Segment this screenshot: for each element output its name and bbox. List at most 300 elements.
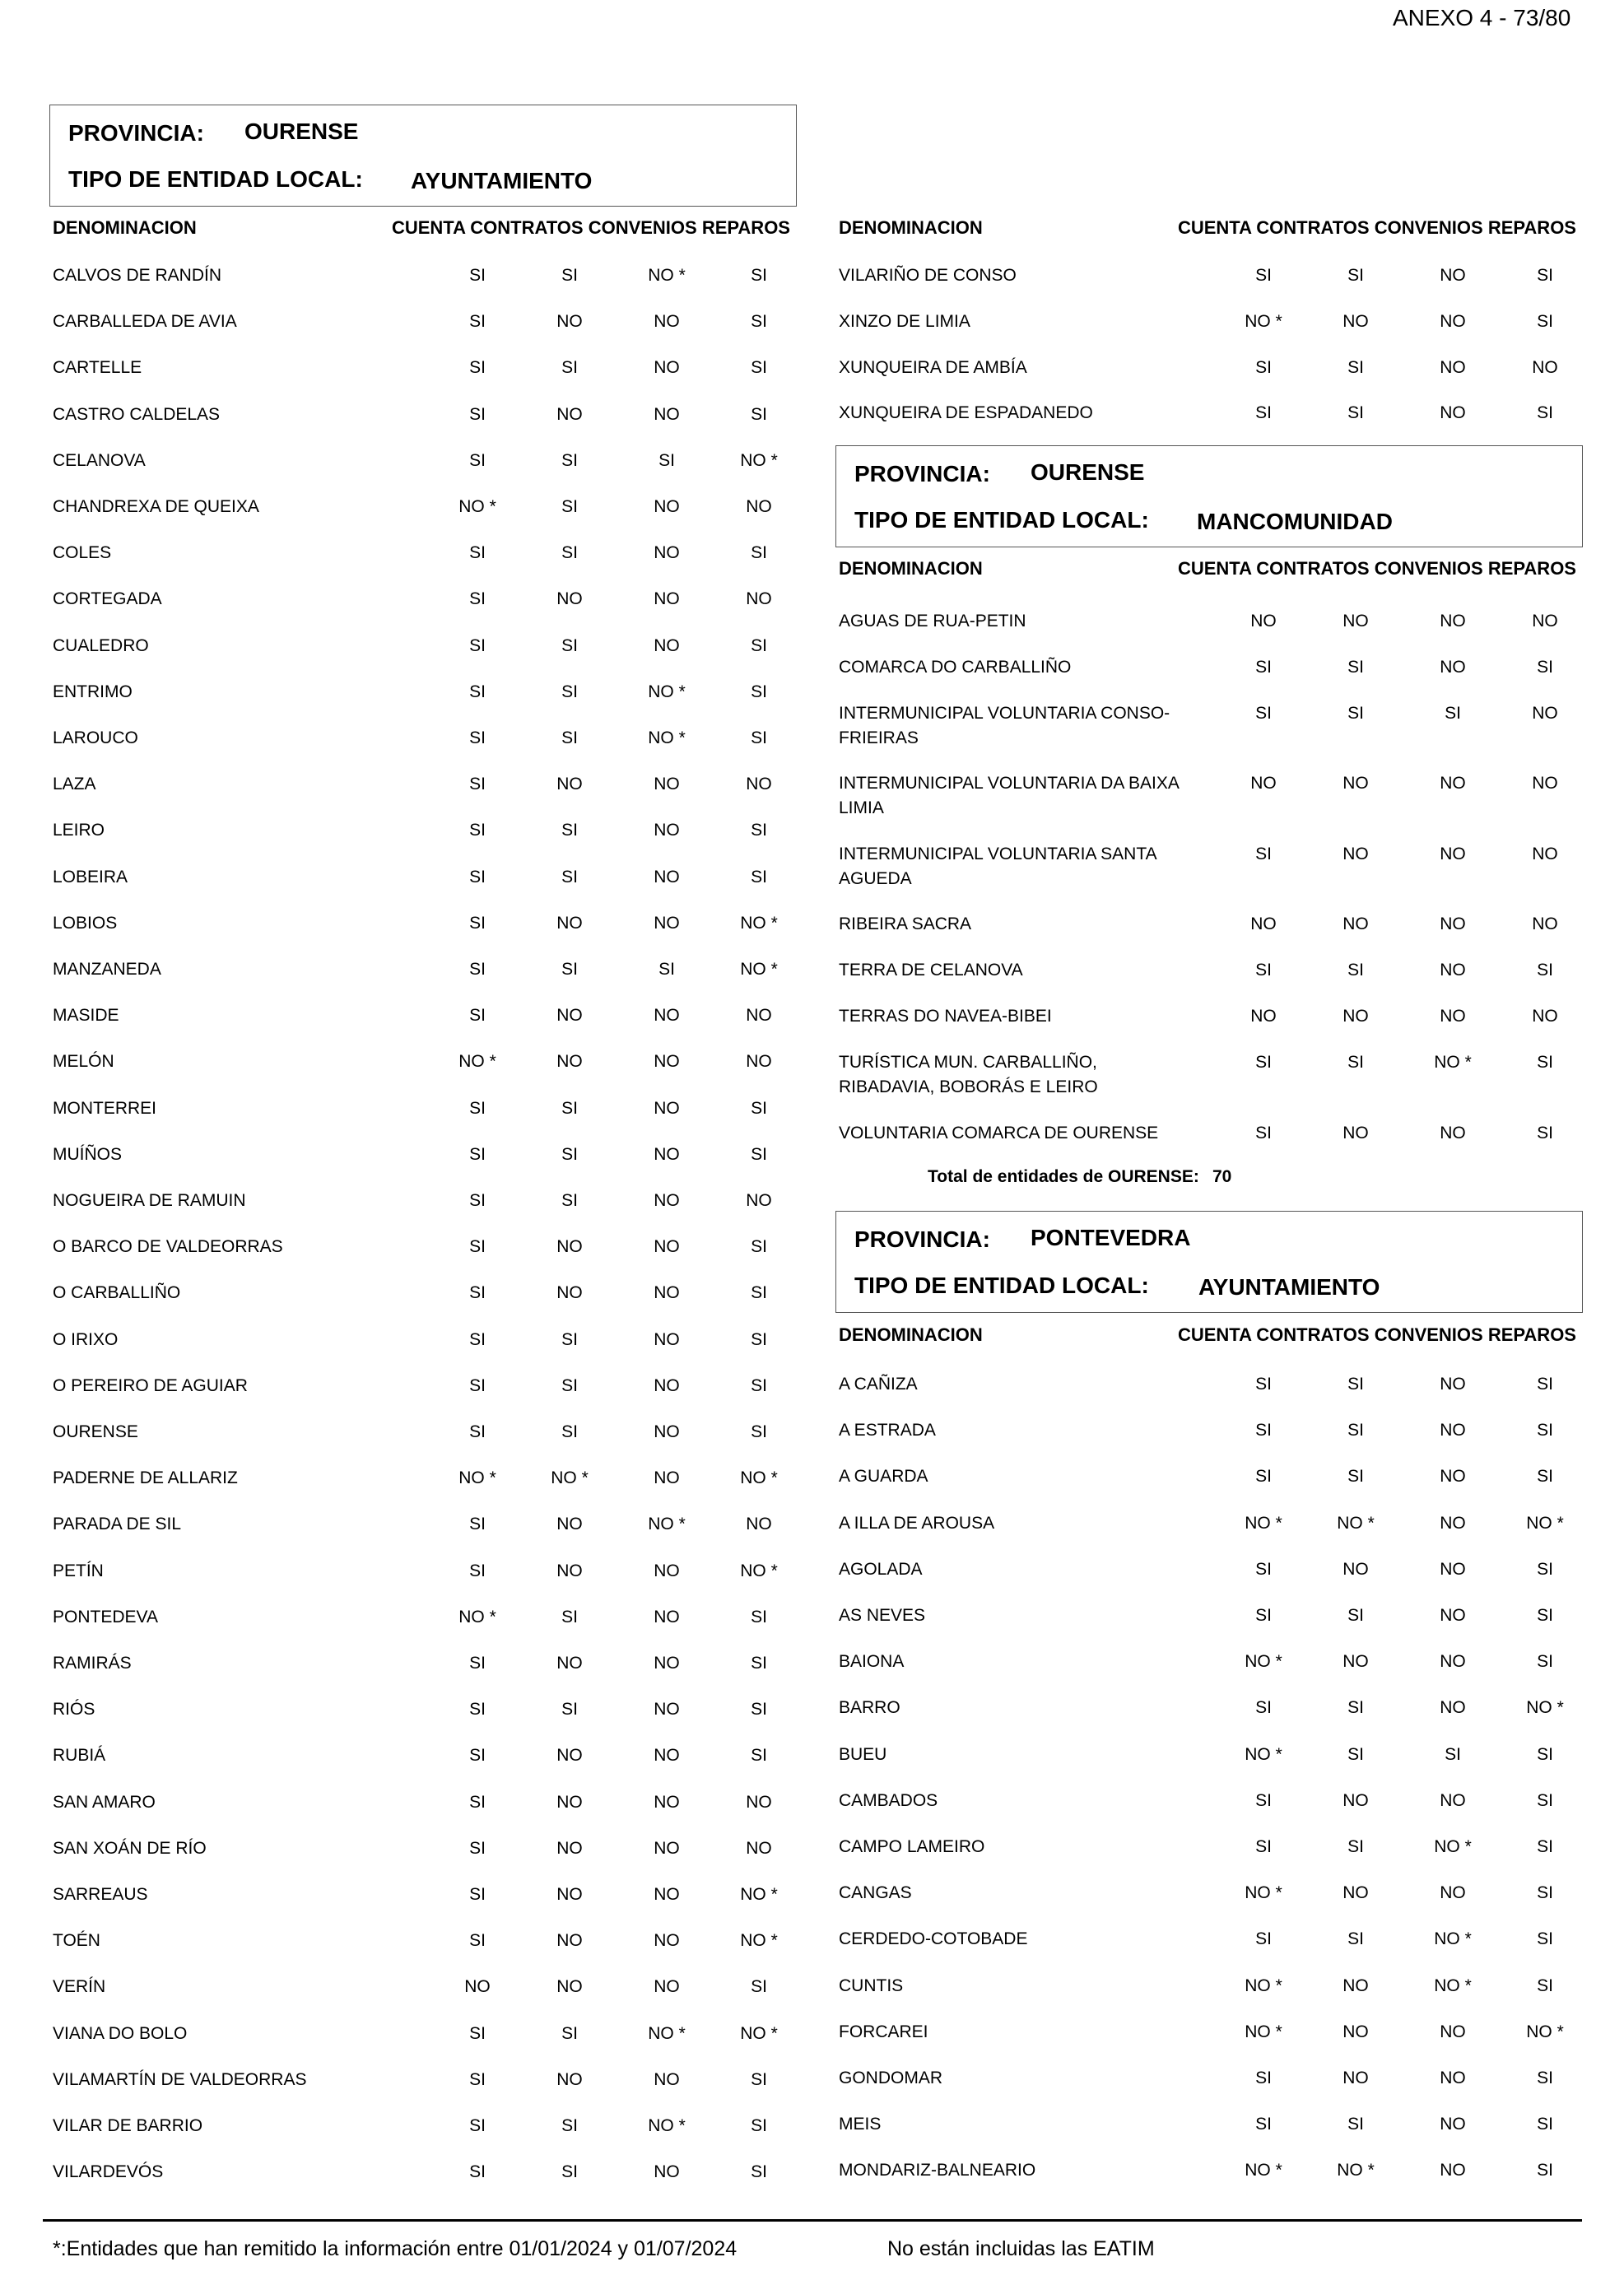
entity-name: SAN XOÁN DE RÍO (53, 1838, 207, 1858)
convenios-cell: NO (654, 1422, 680, 1441)
entity-name: INTERMUNICIPAL VOLUNTARIA DA BAIXA LIMIA (839, 774, 1179, 817)
entity-name: MONTERREI (53, 1098, 156, 1118)
convenios-cell: NO * (648, 2116, 686, 2135)
reparos-cell: NO (746, 1052, 772, 1072)
cuenta-cell: SI (469, 1931, 486, 1951)
contratos-cell: SI (1347, 403, 1364, 422)
entity-name: A ESTRADA (839, 1421, 936, 1440)
convenios-cell: NO (654, 543, 680, 563)
cuenta-cell: NO * (1245, 1744, 1282, 1764)
convenios-cell: NO (654, 913, 680, 933)
cuenta-cell: NO * (1245, 1976, 1282, 1995)
reparos-cell: NO * (740, 960, 778, 979)
convenios-cell: NO (654, 1746, 680, 1766)
entity-name: INTERMUNICIPAL VOLUNTARIA SANTA AGUEDA (839, 845, 1156, 888)
total-label: Total de entidades de OURENSE: (928, 1167, 1199, 1186)
cuenta-cell: NO (1250, 612, 1277, 631)
cuenta-cell: SI (469, 358, 486, 378)
cuenta-cell: NO * (1245, 2022, 1282, 2041)
entity-name: VILAMARTÍN DE VALDEORRAS (53, 2069, 307, 2089)
entity-name: TERRAS DO NAVEA-BIBEI (839, 1007, 1052, 1026)
convenios-cell: NO (1440, 1698, 1466, 1718)
cuenta-cell: SI (1255, 1790, 1272, 1810)
convenios-cell: NO (654, 775, 680, 794)
convenios-cell: NO (1440, 312, 1466, 331)
cuenta-cell: SI (1255, 1929, 1272, 1949)
entity-name: COMARCA DO CARBALLIÑO (839, 658, 1072, 677)
convenios-cell: NO (654, 1191, 680, 1210)
contratos-cell: SI (1347, 1698, 1364, 1718)
convenios-cell: NO * (648, 728, 686, 747)
tipo-value: AYUNTAMIENTO (411, 168, 593, 193)
contratos-cell: NO (556, 404, 583, 424)
contratos-cell: NO * (551, 1468, 589, 1488)
cuenta-cell: SI (469, 913, 486, 933)
entity-name: O IRIXO (53, 1329, 119, 1349)
reparos-cell: NO (746, 589, 772, 609)
reparos-cell: SI (1537, 1421, 1553, 1440)
reparos-cell: NO (746, 775, 772, 794)
cuenta-cell: SI (469, 1006, 486, 1026)
contratos-cell: SI (561, 1329, 578, 1349)
cuenta-cell: SI (469, 1561, 486, 1580)
reparos-cell: SI (751, 1283, 767, 1303)
contratos-cell: SI (561, 543, 578, 563)
cuenta-cell: SI (469, 2023, 486, 2043)
entity-name: MANZANEDA (53, 960, 161, 979)
contratos-cell: SI (1347, 2115, 1364, 2134)
cuenta-cell: SI (469, 1792, 486, 1812)
entity-name: TOÉN (53, 1931, 100, 1951)
entity-name: VOLUNTARIA COMARCA DE OURENSE (839, 1124, 1159, 1142)
reparos-cell: NO (1532, 1007, 1558, 1026)
cuenta-cell: SI (469, 960, 486, 979)
entity-name: GONDOMAR (839, 2069, 942, 2087)
entity-name: RIÓS (53, 1700, 95, 1720)
cuenta-cell: SI (469, 404, 486, 424)
table-header (49, 217, 798, 250)
entity-name: CASTRO CALDELAS (53, 404, 221, 424)
entity-name: RAMIRÁS (53, 1654, 132, 1673)
convenios-cell: NO (1440, 2161, 1466, 2180)
entity-name: VILARIÑO DE CONSO (839, 266, 1017, 285)
reparos-cell: SI (1537, 266, 1553, 285)
cuenta-cell: SI (469, 1838, 486, 1858)
entity-name: XINZO DE LIMIA (839, 312, 970, 331)
provincia-value: OURENSE (1031, 459, 1145, 485)
tipo-value: MANCOMUNIDAD (1197, 509, 1393, 534)
convenios-cell: NO (1440, 1513, 1466, 1533)
contratos-cell: SI (1347, 266, 1364, 285)
contratos-cell: NO (556, 589, 583, 609)
contratos-cell: SI (1347, 1606, 1364, 1625)
entity-name: SARREAUS (53, 1885, 148, 1904)
cuenta-cell: SI (1255, 358, 1272, 377)
table-header (835, 558, 1584, 591)
reparos-cell: SI (751, 2162, 767, 2182)
entity-name: PONTEDEVA (53, 1607, 158, 1626)
cuenta-cell: SI (469, 1375, 486, 1395)
reparos-cell: NO * (1526, 2022, 1564, 2041)
convenios-cell: NO (1440, 1606, 1466, 1625)
convenios-cell: NO (654, 2162, 680, 2182)
reparos-cell: SI (1537, 961, 1553, 980)
contratos-cell: SI (1347, 658, 1364, 677)
contratos-cell: SI (1347, 1837, 1364, 1856)
reparos-cell: SI (751, 2069, 767, 2089)
cuenta-cell: SI (1255, 845, 1272, 863)
reparos-cell: SI (1537, 312, 1553, 331)
reparos-cell: SI (751, 1098, 767, 1118)
cuenta-cell: NO (1250, 774, 1277, 793)
reparos-cell: NO * (1526, 1513, 1564, 1533)
entity-name: TERRA DE CELANOVA (839, 961, 1023, 980)
reparos-cell: NO * (740, 450, 778, 470)
cuenta-cell: SI (469, 1144, 486, 1164)
columns-header: CUENTA CONTRATOS CONVENIOS REPAROS (1177, 558, 1576, 579)
reparos-cell: SI (751, 1375, 767, 1395)
convenios-cell: SI (658, 450, 675, 470)
contratos-cell: NO (556, 1792, 583, 1812)
entity-name: CAMPO LAMEIRO (839, 1837, 985, 1856)
provincia-label: PROVINCIA: (68, 120, 204, 146)
contratos-cell: NO (556, 1006, 583, 1026)
convenios-cell: NO (654, 404, 680, 424)
cuenta-cell: SI (1255, 2069, 1272, 2087)
cuenta-cell: NO * (1245, 312, 1282, 331)
contratos-cell: SI (561, 1422, 578, 1441)
entity-name: XUNQUEIRA DE AMBÍA (839, 358, 1027, 377)
contratos-cell: NO (1342, 1652, 1369, 1672)
convenios-cell: NO (654, 1607, 680, 1626)
contratos-cell: NO (1342, 1559, 1369, 1579)
cuenta-cell: SI (1255, 1606, 1272, 1625)
cuenta-cell: NO * (1245, 2161, 1282, 2180)
table-header (835, 1324, 1584, 1357)
entity-name: LEIRO (53, 821, 105, 840)
entity-name: VIANA DO BOLO (53, 2023, 188, 2043)
cuenta-cell: SI (469, 728, 486, 747)
reparos-cell: NO (1532, 845, 1558, 863)
entity-name: MEIS (839, 2115, 882, 2134)
contratos-cell: SI (1347, 1467, 1364, 1487)
entity-name: O CARBALLIÑO (53, 1283, 181, 1303)
reparos-cell: SI (1537, 1606, 1553, 1625)
reparos-cell: SI (751, 1607, 767, 1626)
tipo-label: TIPO DE ENTIDAD LOCAL: (68, 166, 363, 192)
entity-name: A ILLA DE AROUSA (839, 1513, 995, 1533)
reparos-cell: SI (1537, 1976, 1553, 1995)
convenios-cell: NO (654, 1654, 680, 1673)
denominacion-header: DENOMINACION (839, 1324, 983, 1345)
reparos-cell: NO (746, 1838, 772, 1858)
contratos-cell: NO (1342, 2069, 1369, 2087)
convenios-cell: NO * (1434, 1837, 1472, 1856)
reparos-cell: SI (1537, 2115, 1553, 2134)
contratos-cell: SI (561, 1098, 578, 1118)
page-number: ANEXO 4 - 73/80 (1393, 5, 1571, 30)
entity-name: INTERMUNICIPAL VOLUNTARIA CONSO-FRIEIRAS (839, 704, 1170, 747)
contratos-cell: SI (1347, 1053, 1364, 1072)
convenios-cell: NO (1440, 1375, 1466, 1394)
reparos-cell: NO (746, 497, 772, 516)
reparos-cell: SI (751, 1422, 767, 1441)
reparos-cell: NO (1532, 612, 1558, 631)
contratos-cell: NO (1342, 845, 1369, 863)
provincia-value: PONTEVEDRA (1031, 1225, 1191, 1250)
convenios-cell: NO (654, 1977, 680, 1997)
reparos-cell: NO * (740, 1561, 778, 1580)
convenios-cell: NO (1440, 2022, 1466, 2041)
province-box (835, 1211, 1583, 1313)
convenios-cell: NO (654, 2069, 680, 2089)
contratos-cell: NO * (1337, 1513, 1375, 1533)
contratos-cell: SI (1347, 1744, 1364, 1764)
reparos-cell: SI (1537, 2069, 1553, 2087)
reparos-cell: SI (751, 867, 767, 887)
total-value: 70 (1212, 1167, 1232, 1186)
entity-name: CUALEDRO (53, 635, 149, 655)
entity-name: O BARCO DE VALDEORRAS (53, 1237, 283, 1257)
reparos-cell: SI (1537, 1790, 1553, 1810)
reparos-cell: SI (1537, 1652, 1553, 1672)
cuenta-cell: NO (1250, 914, 1277, 933)
contratos-cell: SI (561, 2162, 578, 2182)
entity-name: A CAÑIZA (839, 1375, 918, 1394)
columns-header: CUENTA CONTRATOS CONVENIOS REPAROS (391, 217, 790, 238)
contratos-cell: NO (556, 1746, 583, 1766)
reparos-cell: SI (1537, 1837, 1553, 1856)
convenios-cell: NO (654, 1098, 680, 1118)
cuenta-cell: NO * (458, 497, 496, 516)
entity-name: MUÍÑOS (53, 1144, 122, 1164)
reparos-cell: NO (746, 1515, 772, 1534)
contratos-cell: NO (556, 1283, 583, 1303)
entity-name: NOGUEIRA DE RAMUIN (53, 1191, 246, 1210)
convenios-cell: NO (1440, 1467, 1466, 1487)
contratos-cell: NO (1342, 2022, 1369, 2041)
reparos-cell: SI (1537, 1883, 1553, 1903)
cuenta-cell: SI (469, 867, 486, 887)
contratos-cell: NO (556, 775, 583, 794)
tipo-value: AYUNTAMIENTO (1198, 1274, 1380, 1300)
cuenta-cell: SI (469, 821, 486, 840)
cuenta-cell: SI (1255, 266, 1272, 285)
cuenta-cell: NO * (1245, 1513, 1282, 1533)
entity-name: CELANOVA (53, 450, 146, 470)
convenios-cell: NO (654, 1468, 680, 1488)
cuenta-cell: SI (469, 1422, 486, 1441)
contratos-cell: NO (1342, 1883, 1369, 1903)
convenios-cell: NO (654, 589, 680, 609)
cuenta-cell: SI (469, 1237, 486, 1257)
entity-name: OURENSE (53, 1422, 138, 1441)
cuenta-cell: SI (1255, 704, 1272, 723)
cuenta-cell: SI (1255, 658, 1272, 677)
entity-name: PADERNE DE ALLARIZ (53, 1468, 238, 1488)
cuenta-cell: SI (469, 2162, 486, 2182)
cuenta-cell: NO * (1245, 1652, 1282, 1672)
cuenta-cell: SI (1255, 1837, 1272, 1856)
entity-name: AS NEVES (839, 1606, 926, 1625)
entity-name: CORTEGADA (53, 589, 162, 609)
reparos-cell: SI (751, 404, 767, 424)
entity-name: BUEU (839, 1744, 887, 1764)
contratos-cell: NO (1342, 1976, 1369, 1995)
entity-name: BAIONA (839, 1652, 905, 1672)
reparos-cell: SI (751, 1654, 767, 1673)
convenios-cell: NO (1440, 1007, 1466, 1026)
entity-name: AGOLADA (839, 1559, 923, 1579)
reparos-cell: SI (751, 1700, 767, 1720)
cuenta-cell: SI (469, 635, 486, 655)
reparos-cell: NO (746, 1792, 772, 1812)
convenios-cell: NO (654, 1885, 680, 1904)
convenios-cell: NO (654, 1700, 680, 1720)
contratos-cell: SI (561, 2023, 578, 2043)
denominacion-header: DENOMINACION (53, 217, 197, 238)
convenios-cell: NO (654, 1006, 680, 1026)
cuenta-cell: SI (1255, 2115, 1272, 2134)
tipo-label: TIPO DE ENTIDAD LOCAL: (854, 1273, 1149, 1298)
province-box (835, 445, 1583, 547)
entity-name: COLES (53, 543, 112, 563)
convenios-cell: NO (1440, 1559, 1466, 1579)
reparos-cell: SI (1537, 1467, 1553, 1487)
cuenta-cell: SI (469, 1746, 486, 1766)
convenios-cell: NO * (648, 266, 686, 285)
contratos-cell: SI (1347, 1929, 1364, 1949)
contratos-cell: SI (561, 1144, 578, 1164)
contratos-cell: SI (561, 1375, 578, 1395)
convenios-cell: NO (654, 312, 680, 332)
entity-name: AGUAS DE RUA-PETIN (839, 612, 1026, 631)
province-box (49, 105, 797, 207)
reparos-cell: SI (751, 821, 767, 840)
contratos-cell: NO (1342, 312, 1369, 331)
contratos-cell: NO (1342, 914, 1369, 933)
entity-name: VERÍN (53, 1977, 106, 1997)
contratos-cell: NO * (1337, 2161, 1375, 2180)
cuenta-cell: SI (1255, 1375, 1272, 1394)
reparos-cell: NO (1532, 774, 1558, 793)
reparos-cell: NO * (740, 1885, 778, 1904)
contratos-cell: SI (1347, 961, 1364, 980)
contratos-cell: SI (561, 497, 578, 516)
contratos-cell: NO (1342, 774, 1369, 793)
entity-name: LOBIOS (53, 913, 118, 933)
cuenta-cell: NO (1250, 1007, 1277, 1026)
reparos-cell: SI (751, 1237, 767, 1257)
convenios-cell: NO (654, 358, 680, 378)
entity-name: VILARDEVÓS (53, 2162, 164, 2182)
convenios-cell: NO (1440, 2069, 1466, 2087)
cuenta-cell: SI (469, 1515, 486, 1534)
contratos-cell: SI (1347, 358, 1364, 377)
convenios-cell: NO (654, 635, 680, 655)
entity-name: RIBEIRA SACRA (839, 914, 972, 933)
entity-name: ENTRIMO (53, 682, 133, 701)
reparos-cell: SI (1537, 1375, 1553, 1394)
entity-name: RUBIÁ (53, 1746, 106, 1766)
convenios-cell: NO (654, 1283, 680, 1303)
entity-name: CAMBADOS (839, 1790, 938, 1810)
convenios-cell: NO (1440, 658, 1466, 677)
reparos-cell: NO * (740, 1468, 778, 1488)
footer-divider (43, 2219, 1582, 2222)
convenios-cell: NO * (1434, 1976, 1472, 1995)
convenios-cell: NO (1440, 1421, 1466, 1440)
reparos-cell: SI (751, 682, 767, 701)
cuenta-cell: SI (1255, 1053, 1272, 1072)
convenios-cell: NO (1440, 961, 1466, 980)
cuenta-cell: SI (469, 1329, 486, 1349)
contratos-cell: SI (561, 358, 578, 378)
convenios-cell: NO * (1434, 1929, 1472, 1949)
entity-name: CARBALLEDA DE AVIA (53, 312, 237, 332)
entity-name: PARADA DE SIL (53, 1515, 182, 1534)
cuenta-cell: SI (1255, 961, 1272, 980)
provincia-label: PROVINCIA: (854, 1226, 990, 1252)
denominacion-header: DENOMINACION (839, 217, 983, 238)
entity-name: A GUARDA (839, 1467, 928, 1487)
cuenta-cell: SI (469, 2069, 486, 2089)
cuenta-cell: SI (469, 1700, 486, 1720)
contratos-cell: SI (561, 2116, 578, 2135)
denominacion-header: DENOMINACION (839, 558, 983, 579)
cuenta-cell: NO * (458, 1607, 496, 1626)
reparos-cell: SI (751, 1329, 767, 1349)
cuenta-cell: SI (469, 1191, 486, 1210)
cuenta-cell: SI (469, 266, 486, 285)
contratos-cell: NO (1342, 1790, 1369, 1810)
entity-name: VILAR DE BARRIO (53, 2116, 203, 2135)
contratos-cell: SI (561, 867, 578, 887)
convenios-cell: NO (1440, 1652, 1466, 1672)
entity-name: O PEREIRO DE AGUIAR (53, 1375, 248, 1395)
reparos-cell: NO (746, 1191, 772, 1210)
reparos-cell: SI (751, 358, 767, 378)
entity-name: PETÍN (53, 1561, 104, 1580)
reparos-cell: NO (746, 1006, 772, 1026)
contratos-cell: SI (561, 450, 578, 470)
contratos-cell: NO (1342, 612, 1369, 631)
contratos-cell: NO (556, 2069, 583, 2089)
contratos-cell: NO (556, 1931, 583, 1951)
contratos-cell: NO (556, 913, 583, 933)
convenios-cell: NO (1440, 358, 1466, 377)
reparos-cell: SI (751, 1977, 767, 1997)
cuenta-cell: NO * (458, 1468, 496, 1488)
cuenta-cell: SI (469, 543, 486, 563)
convenios-cell: NO (654, 497, 680, 516)
entity-name: FORCAREI (839, 2022, 928, 2041)
reparos-cell: NO (1532, 358, 1558, 377)
reparos-cell: NO (1532, 914, 1558, 933)
convenios-cell: NO (1440, 1790, 1466, 1810)
entity-name: CUNTIS (839, 1976, 904, 1995)
columns-header: CUENTA CONTRATOS CONVENIOS REPAROS (1177, 217, 1576, 238)
cuenta-cell: NO * (1245, 1883, 1282, 1903)
cuenta-cell: SI (469, 450, 486, 470)
contratos-cell: NO (556, 1237, 583, 1257)
cuenta-cell: SI (469, 589, 486, 609)
convenios-cell: NO (654, 1144, 680, 1164)
convenios-cell: NO * (1434, 1053, 1472, 1072)
contratos-cell: NO (556, 1561, 583, 1580)
reparos-cell: SI (751, 312, 767, 332)
reparos-cell: NO * (1526, 1698, 1564, 1718)
